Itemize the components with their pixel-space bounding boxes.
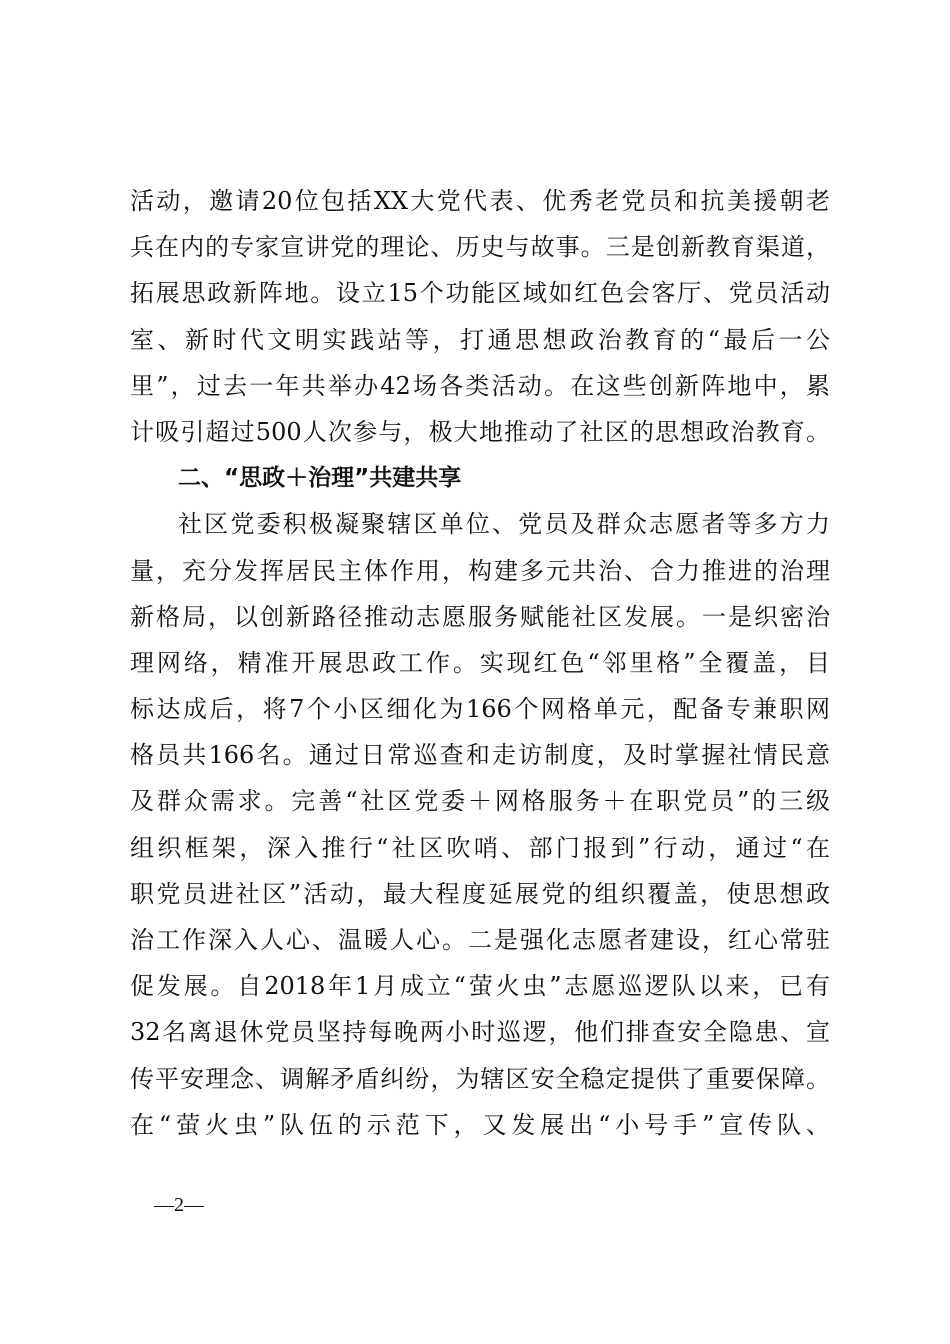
text-line: 治工作深入人心、温暖人心。二是强化志愿者建设，红心常驻	[130, 926, 830, 954]
text-line: 室、新时代文明实践站等，打通思想政治教育的“最后一公	[130, 325, 830, 354]
text-line: 社区党委积极凝聚辖区单位、党员及群众志愿者等多方力	[178, 510, 830, 539]
text-line: 传平安理念、调解矛盾纠纷，为辖区安全稳定提供了重要保障。	[130, 1064, 830, 1093]
text-line: 拓展思政新阵地。设立15个功能区域如红色会客厅、党员活动	[130, 279, 830, 308]
page-number: —2—	[154, 1194, 204, 1216]
text-line: 理网络，精准开展思政工作。实现红色“邻里格”全覆盖，目	[130, 648, 830, 677]
text-line: 组织框架，深入推行“社区吹哨、部门报到”行动，通过“在	[130, 833, 830, 862]
text-line: 促发展。自2018年1月成立“萤火虫”志愿巡逻队以来，已有	[130, 972, 830, 1001]
text-line: 活动，邀请20位包括XX大党代表、优秀老党员和抗美援朝老	[130, 187, 830, 215]
text-line: 新格局，以创新路径推动志愿服务赋能社区发展。一是织密治	[130, 602, 830, 631]
text-line: 计吸引超过500人次参与，极大地推动了社区的思想政治教育。	[130, 417, 830, 446]
text-line: 在“萤火虫”队伍的示范下，又发展出“小号手”宣传队、	[130, 1110, 830, 1139]
text-line: 里”，过去一年共举办42场各类活动。在这些创新阵地中，累	[130, 371, 830, 400]
section-heading: 二、“思政＋治理”共建共享	[178, 465, 462, 492]
text-line: 32名离退休党员坚持每晚两小时巡逻，他们排查安全隐患、宣	[130, 1018, 830, 1047]
text-line: 量，充分发挥居民主体作用，构建多元共治、合力推进的治理	[130, 556, 830, 585]
text-line: 标达成后，将7个小区细化为166个网格单元，配备专兼职网	[130, 695, 830, 724]
text-line: 格员共166名。通过日常巡查和走访制度，及时掌握社情民意	[130, 741, 830, 770]
text-line: 职党员进社区”活动，最大程度延展党的组织覆盖，使思想政	[130, 879, 830, 908]
text-line: 兵在内的专家宣讲党的理论、历史与故事。三是创新教育渠道，	[130, 233, 830, 262]
body-text	[130, 178, 830, 1148]
text-line: 及群众需求。完善“社区党委＋网格服务＋在职党员”的三级	[130, 787, 830, 816]
